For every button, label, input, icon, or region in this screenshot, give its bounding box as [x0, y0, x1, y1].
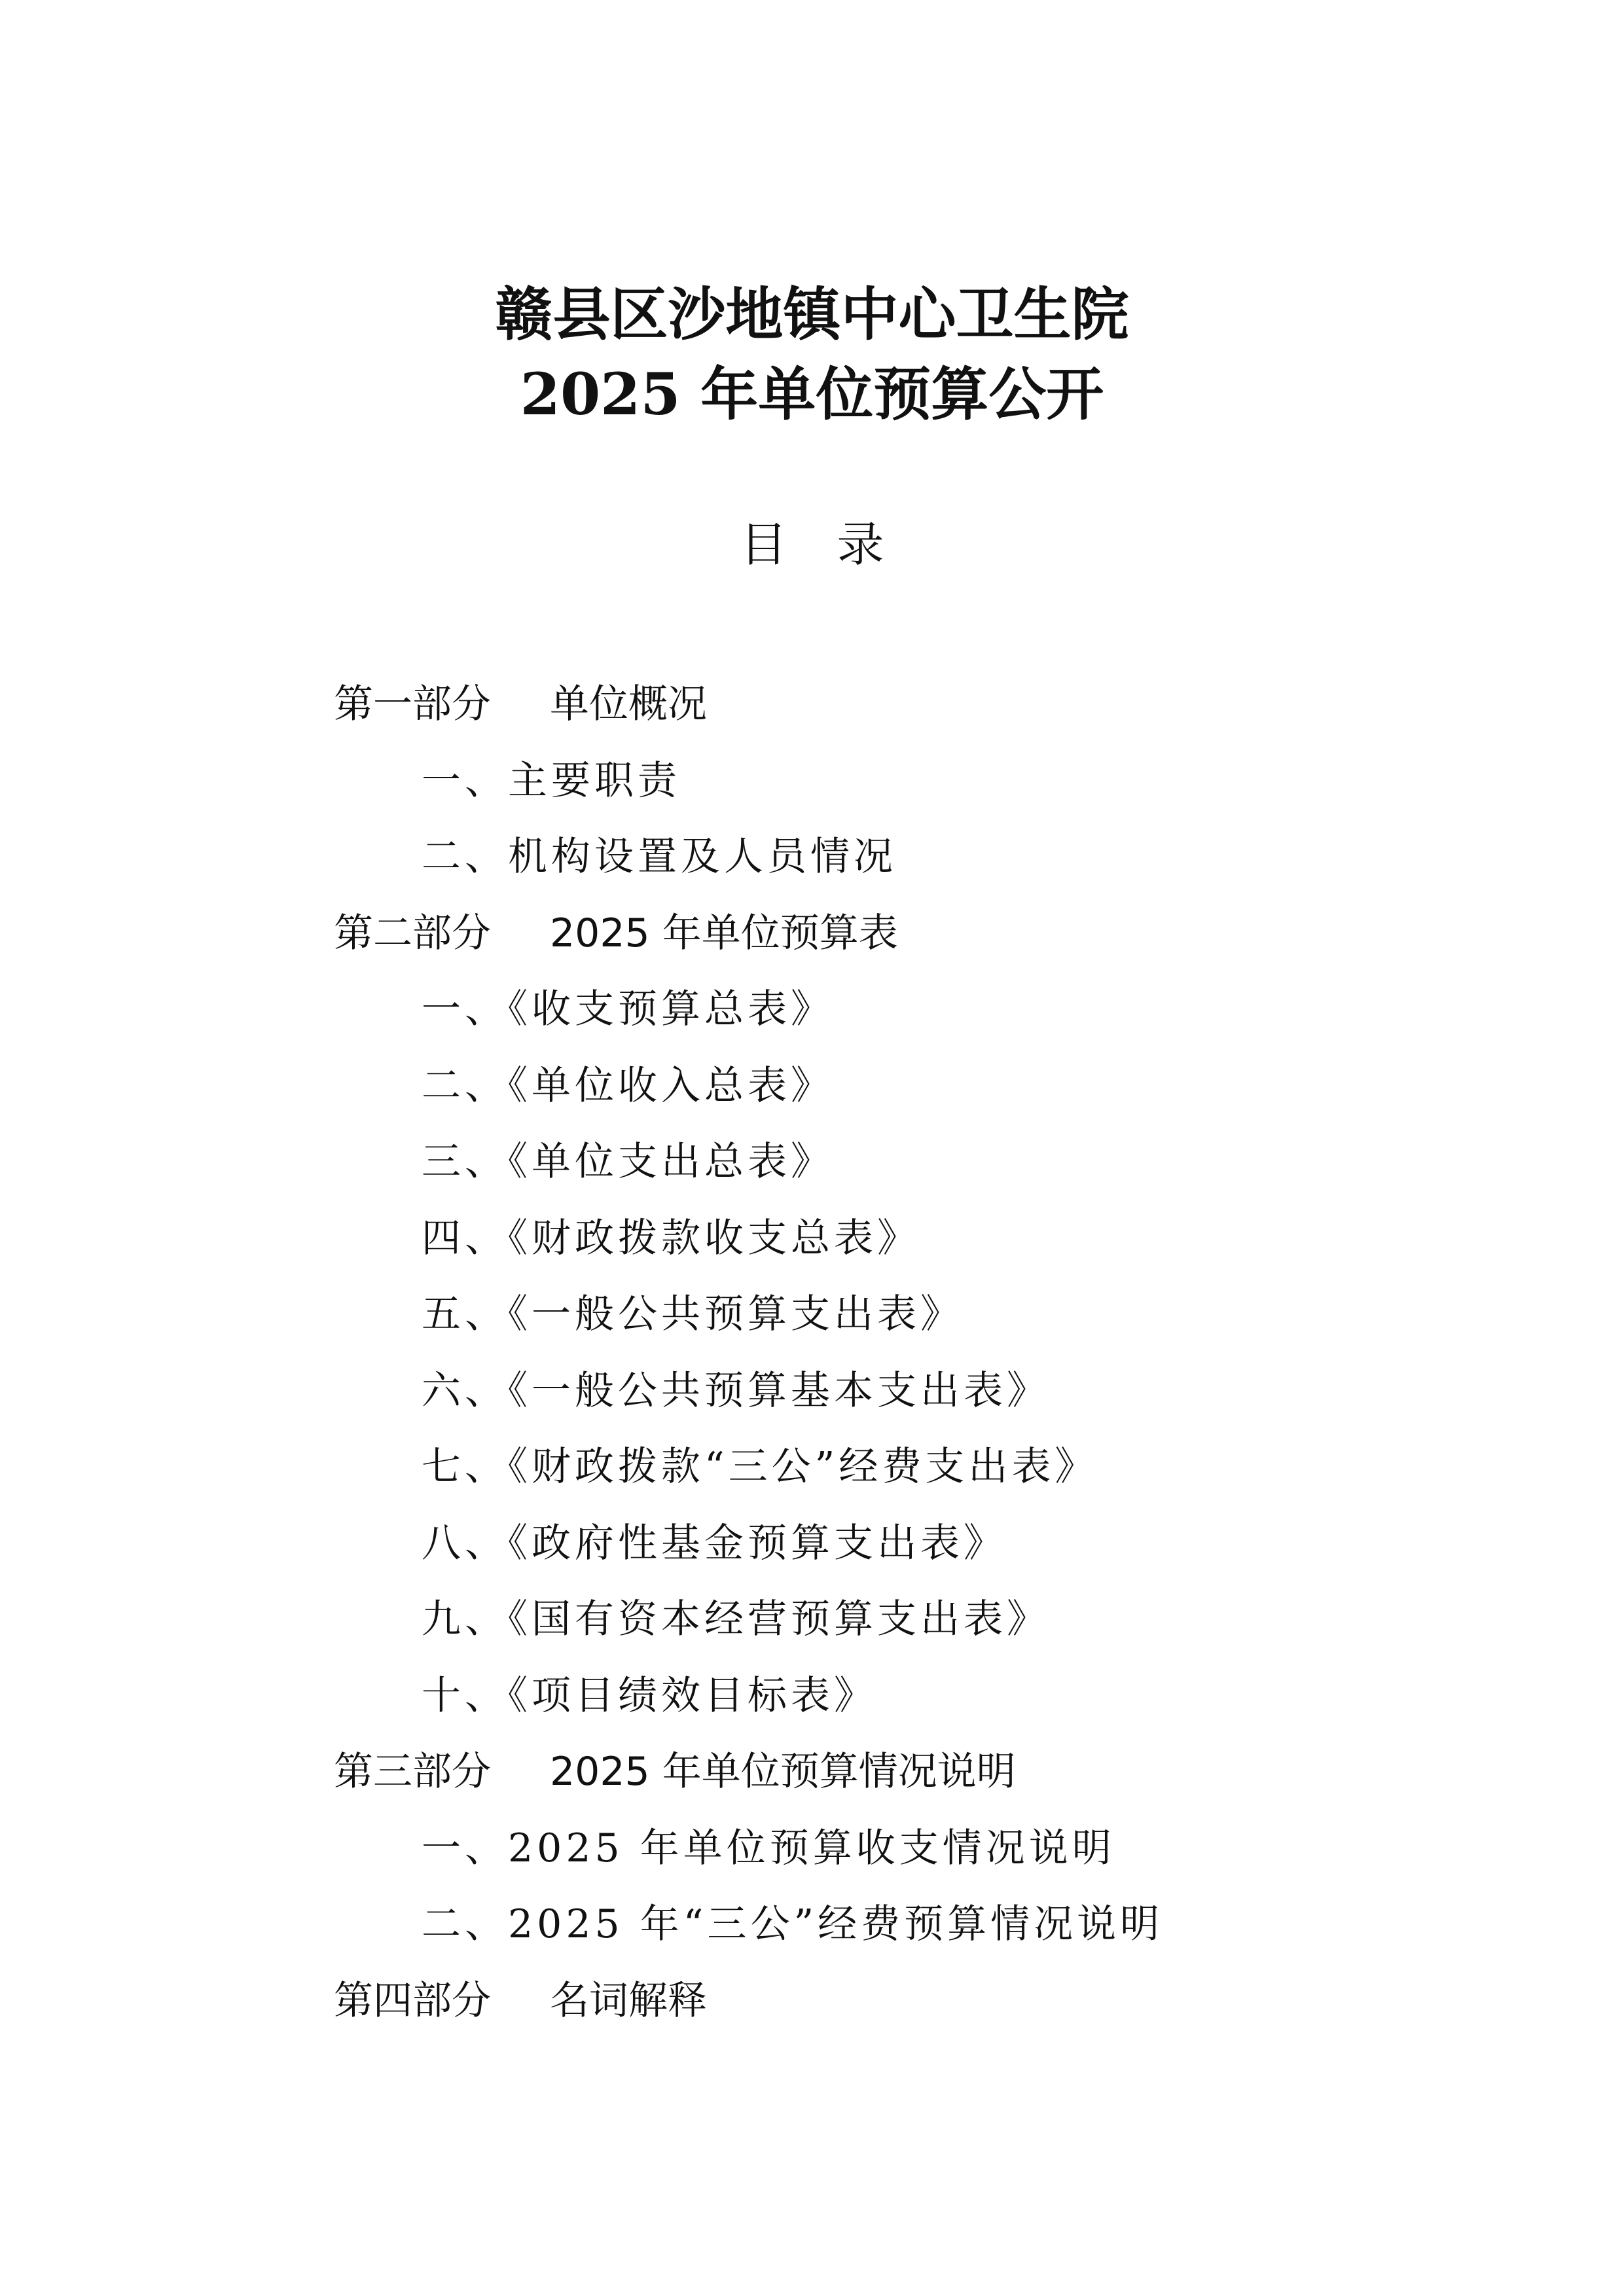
toc-item: 九、《国有资本经营预算支出表》	[422, 1596, 1050, 1642]
toc-part-number: 第一部分	[334, 681, 491, 727]
toc-item: 十、《项目绩效目标表》	[422, 1672, 877, 1719]
toc-item: 二、2025 年“三公”经费预算情况说明	[422, 1901, 1164, 1947]
toc-heading: 目录	[740, 517, 934, 572]
toc-item: 二、《单位收入总表》	[422, 1062, 834, 1109]
toc-item: 一、2025 年单位预算收支情况说明	[422, 1825, 1115, 1871]
toc-part-number: 第二部分	[334, 910, 491, 956]
toc-part-number: 第四部分	[334, 1977, 491, 2024]
toc-item: 三、《单位支出总表》	[422, 1139, 834, 1185]
toc-part-2	[334, 895, 1578, 972]
document-title-line-2: 2025 年单位预算公开	[520, 360, 1104, 428]
toc-part-title: 名词解释	[550, 1977, 707, 2024]
toc-item: 八、《政府性基金预算支出表》	[422, 1520, 1007, 1566]
table-of-contents	[334, 666, 1578, 2039]
toc-item: 一、主要职责	[422, 757, 681, 804]
toc-item: 六、《一般公共预算基本支出表》	[422, 1367, 1050, 1414]
toc-part-4	[334, 1963, 1578, 2039]
toc-part-1	[334, 666, 1578, 743]
toc-item: 一、《收支预算总表》	[422, 986, 834, 1032]
toc-part-number: 第三部分	[334, 1749, 491, 1795]
toc-item: 五、《一般公共预算支出表》	[422, 1291, 964, 1337]
toc-item: 二、机构设置及人员情况	[422, 834, 897, 880]
document-title-line-1: 赣县区沙地镇中心卫生院	[495, 280, 1129, 348]
toc-part-title: 2025 年单位预算表	[550, 910, 898, 956]
toc-item: 七、《财政拨款“三公”经费支出表》	[422, 1444, 1098, 1490]
toc-part-title: 2025 年单位预算情况说明	[550, 1749, 1016, 1795]
toc-item: 四、《财政拨款收支总表》	[422, 1215, 920, 1261]
toc-part-title: 单位概况	[550, 681, 707, 727]
toc-part-3	[334, 1734, 1578, 1810]
